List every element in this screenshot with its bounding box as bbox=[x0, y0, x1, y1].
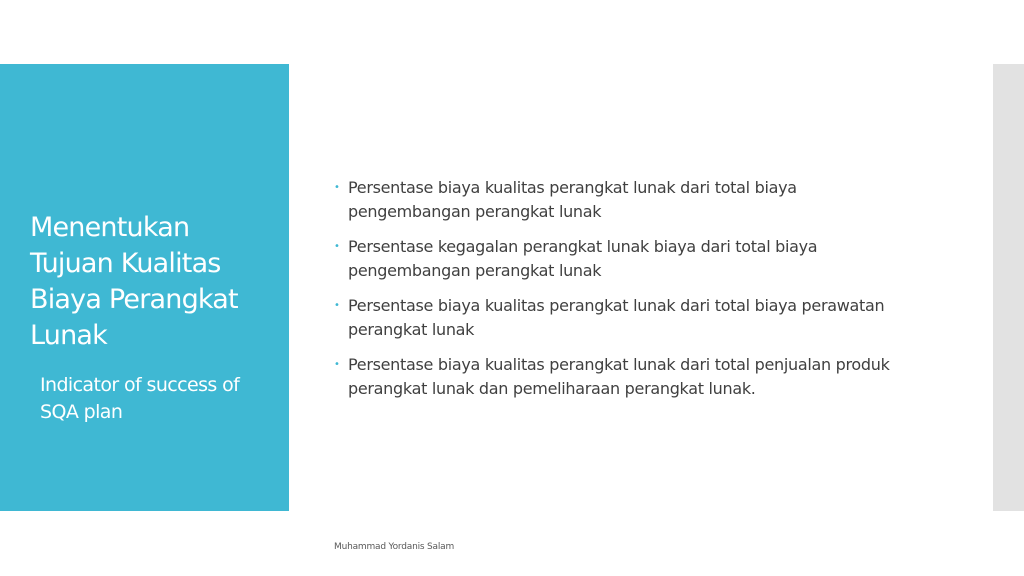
bullet-text: Persentase biaya kualitas perangkat lunak dari total penjualan produk perangkat lunak dan pemeliharaan perangkat lunak. bbox=[348, 355, 890, 398]
bullet-icon: • bbox=[334, 359, 340, 370]
bullet-text: Persentase kegagalan perangkat lunak biaya dari total biaya pengembangan perangkat lunak bbox=[348, 237, 818, 280]
bullet-icon: • bbox=[334, 300, 340, 311]
slide-title: Menentukan Tujuan Kualitas Biaya Perangkat Lunak bbox=[30, 212, 238, 351]
side-accent-strip bbox=[993, 64, 1024, 511]
bullet-icon: • bbox=[334, 182, 340, 193]
bullet-item bbox=[333, 294, 903, 342]
bullet-icon: • bbox=[334, 241, 340, 252]
bullet-text: Persentase biaya kualitas perangkat lunak dari total biaya pengembangan perangkat lunak bbox=[348, 178, 797, 221]
bullet-item bbox=[333, 176, 903, 224]
bullet-item bbox=[333, 353, 903, 401]
bullet-item bbox=[333, 235, 903, 283]
slide-subtitle: Indicator of success of SQA plan bbox=[40, 374, 240, 423]
content-area bbox=[333, 176, 903, 412]
footer-author: Muhammad Yordanis Salam bbox=[334, 542, 455, 552]
bullet-list bbox=[333, 176, 903, 401]
bullet-text: Persentase biaya kualitas perangkat lunak dari total biaya perawatan perangkat lunak bbox=[348, 296, 885, 339]
